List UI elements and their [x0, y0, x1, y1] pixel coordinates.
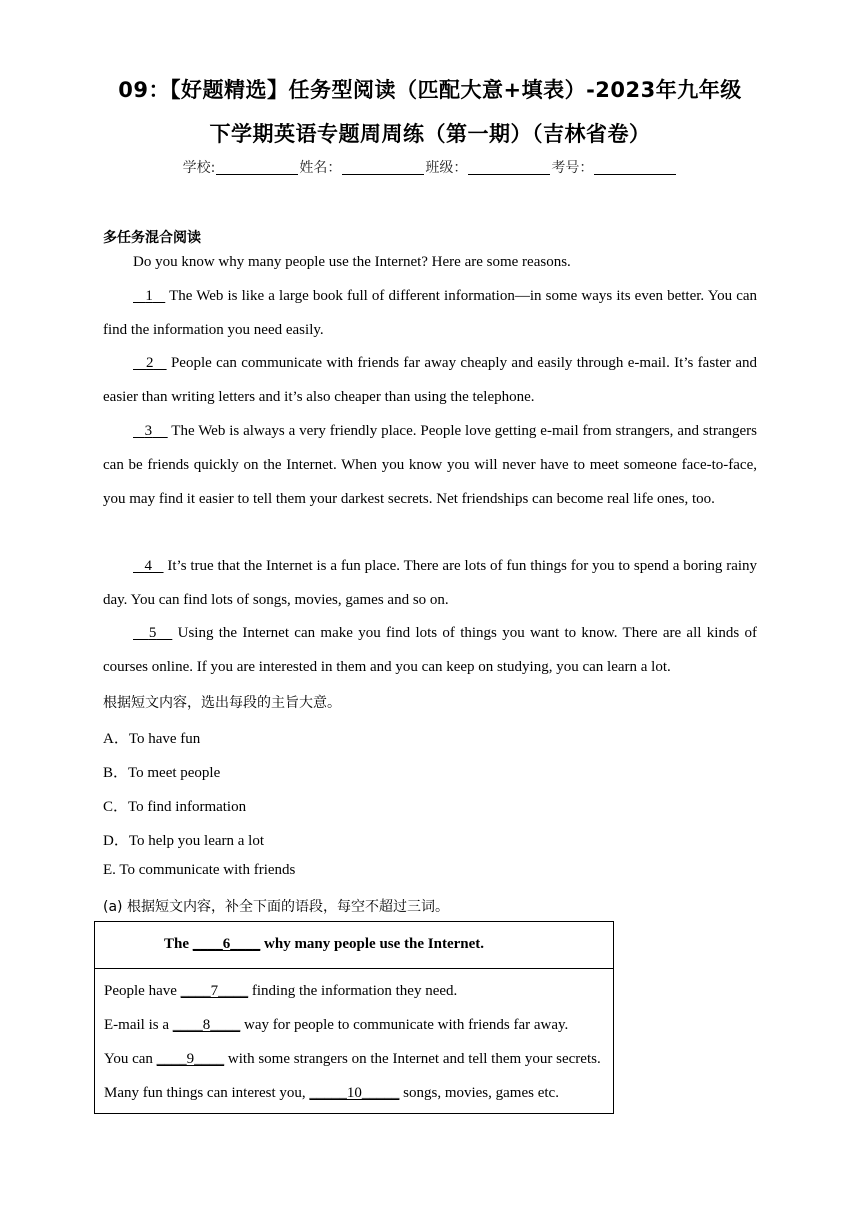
summary-table: [94, 921, 614, 1114]
blank-2[interactable]: 2: [146, 355, 154, 371]
option-d: D．To help you learn a lot: [103, 833, 264, 849]
summary-row-1: People have ____7____ finding the information they need.: [104, 983, 458, 999]
blank-1[interactable]: 1: [145, 288, 153, 304]
student-info-line: [0, 157, 860, 177]
exam-no-blank[interactable]: [594, 160, 676, 175]
task1-instruction: 根据短文内容，选出每段的主旨大意。: [103, 695, 341, 711]
blank-3[interactable]: 3: [144, 423, 153, 439]
passage-paragraph-5: 5 Using the Internet can make you find lots of things you want to know. There are all kinds of courses online. If you are interested in them and you can keep on studying, you can learn a lot.: [103, 625, 758, 675]
school-label: 学校:: [182, 160, 216, 176]
blank-7[interactable]: ____7____: [180, 983, 249, 999]
class-label: 班级：: [425, 160, 468, 176]
title-line-2: 下学期英语专题周周练（第一期）（吉林省卷）: [209, 122, 651, 146]
passage-paragraph-3: 3 The Web is always a very friendly place. People love getting e-mail from strangers, and strangers can be friends quickly on the Internet. When you know you will never have to meet someone face-to-face, you may find it easier to tell them your darkest secrets. Net friendships can become real life ones, too.: [103, 423, 758, 507]
passage-paragraph-2: 2 People can communicate with friends far away cheaply and easily through e-mail. It’s faster and easier than writing letters and it’s also cheaper than using the telephone.: [103, 355, 757, 405]
passage-paragraph-4: 4 It’s true that the Internet is a fun place. There are lots of fun things for you to spend a boring rainy day. You can find lots of songs, movies, games and so on.: [103, 558, 758, 608]
summary-row-2: E-mail is a ____8____ way for people to communicate with friends far away.: [104, 1017, 569, 1033]
exam-no-label: 考号：: [551, 160, 594, 176]
class-blank[interactable]: [468, 160, 550, 175]
passage-intro: Do you know why many people use the Internet? Here are some reasons.: [133, 254, 571, 270]
school-blank[interactable]: [216, 160, 298, 175]
blank-8[interactable]: ____8____: [172, 1017, 241, 1033]
option-a: A．To have fun: [103, 731, 201, 747]
summary-table-header: The ____6____ why many people use the Internet.: [95, 922, 613, 969]
option-e: E. To communicate with friends: [103, 862, 296, 878]
blank-4[interactable]: 4: [144, 558, 153, 574]
name-blank[interactable]: [342, 160, 424, 175]
name-label: 姓名：: [299, 160, 342, 176]
summary-row-4: Many fun things can interest you, _____10_____ songs, movies, games etc.: [104, 1085, 559, 1101]
blank-10[interactable]: _____10_____: [309, 1085, 400, 1101]
passage-paragraph-1: 1 The Web is like a large book full of different information—in some ways its even better. You can find the information you need easily.: [103, 288, 758, 338]
task2-instruction: (a) 根据短文内容，补全下面的语段，每空不超过三词。: [103, 899, 449, 915]
option-b: B．To meet people: [103, 765, 221, 781]
blank-9[interactable]: ____9____: [156, 1051, 225, 1067]
title-line-1: 09：【好题精选】任务型阅读（匹配大意+填表）-2023年九年级: [118, 78, 742, 102]
summary-row-3: You can ____9____ with some strangers on the Internet and tell them your secrets.: [104, 1051, 601, 1067]
section-title: 多任务混合阅读: [103, 230, 201, 246]
blank-5[interactable]: 5: [148, 625, 157, 641]
blank-6[interactable]: ____6____: [192, 936, 261, 952]
option-c: C．To find information: [103, 799, 247, 815]
